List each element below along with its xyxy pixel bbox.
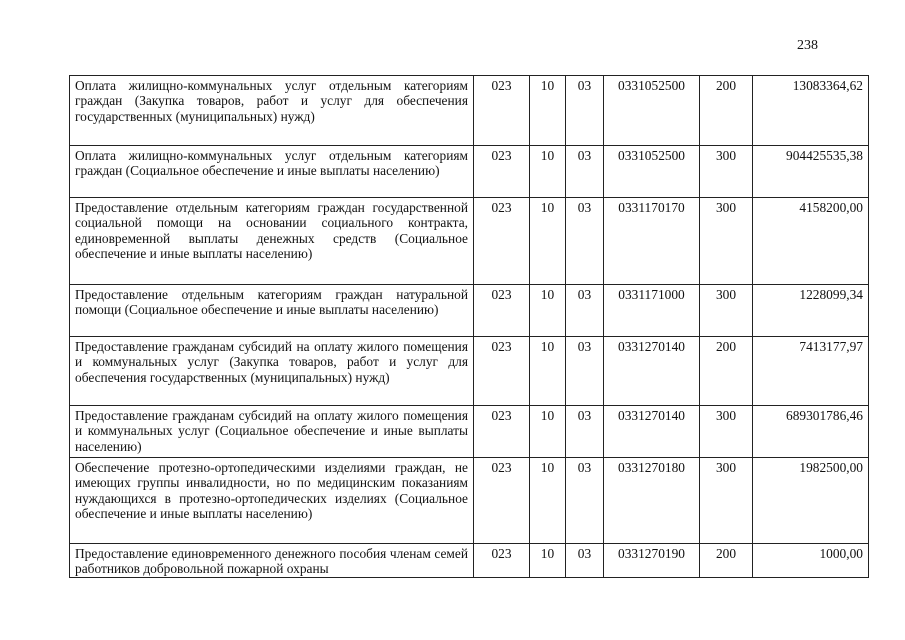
section-code: 10: [530, 337, 566, 406]
target-article-code: 0331170170: [604, 198, 700, 285]
row-description: Предоставление единовременного денежного пособия членам семей работников добровольной пожарной охраны: [70, 544, 474, 578]
row-description: Предоставление отдельным категориям граждан натуральной помощи (Социальное обеспечение и иные выплаты населению): [70, 285, 474, 337]
expense-type-code: 300: [700, 406, 753, 458]
amount: 904425535,38: [753, 146, 869, 198]
target-article-code: 0331052500: [604, 76, 700, 146]
row-description: Оплата жилищно-коммунальных услуг отдельным категориям граждан (Закупка товаров, работ и услуг для обеспечения государственных (муниципальных) нужд): [70, 76, 474, 146]
expense-type-code: 200: [700, 337, 753, 406]
table-row: [70, 458, 869, 544]
section-code: 10: [530, 285, 566, 337]
ministry-code: 023: [474, 198, 530, 285]
table-row: [70, 544, 869, 578]
ministry-code: 023: [474, 146, 530, 198]
section-code: 10: [530, 146, 566, 198]
page-number: 238: [797, 38, 818, 53]
expense-type-code: 300: [700, 458, 753, 544]
ministry-code: 023: [474, 458, 530, 544]
target-article-code: 0331052500: [604, 146, 700, 198]
target-article-code: 0331270140: [604, 406, 700, 458]
expense-type-code: 300: [700, 198, 753, 285]
subsection-code: 03: [566, 285, 604, 337]
budget-table: [69, 75, 869, 578]
subsection-code: 03: [566, 544, 604, 578]
target-article-code: 0331270190: [604, 544, 700, 578]
expense-type-code: 300: [700, 146, 753, 198]
subsection-code: 03: [566, 406, 604, 458]
table-row: [70, 198, 869, 285]
section-code: 10: [530, 406, 566, 458]
target-article-code: 0331270180: [604, 458, 700, 544]
row-description: Оплата жилищно-коммунальных услуг отдельным категориям граждан (Социальное обеспечение и иные выплаты населению): [70, 146, 474, 198]
target-article-code: 0331270140: [604, 337, 700, 406]
section-code: 10: [530, 458, 566, 544]
amount: 1000,00: [753, 544, 869, 578]
amount: 4158200,00: [753, 198, 869, 285]
ministry-code: 023: [474, 76, 530, 146]
amount: 1982500,00: [753, 458, 869, 544]
ministry-code: 023: [474, 285, 530, 337]
amount: 689301786,46: [753, 406, 869, 458]
row-description: Предоставление гражданам субсидий на оплату жилого помещения и коммунальных услуг (Закупка товаров, работ и услуг для обеспечения государственных (муниципальных) нужд): [70, 337, 474, 406]
row-description: Предоставление отдельным категориям граждан государственной социальной помощи на основании социального контракта, единовременной выплаты денежных средств (Социальное обеспечение и иные выплаты населению): [70, 198, 474, 285]
target-article-code: 0331171000: [604, 285, 700, 337]
ministry-code: 023: [474, 406, 530, 458]
expense-type-code: 300: [700, 285, 753, 337]
table-row: [70, 146, 869, 198]
section-code: 10: [530, 76, 566, 146]
subsection-code: 03: [566, 146, 604, 198]
subsection-code: 03: [566, 337, 604, 406]
ministry-code: 023: [474, 544, 530, 578]
row-description: Предоставление гражданам субсидий на оплату жилого помещения и коммунальных услуг (Социальное обеспечение и иные выплаты населению): [70, 406, 474, 458]
amount: 1228099,34: [753, 285, 869, 337]
ministry-code: 023: [474, 337, 530, 406]
table-row: [70, 406, 869, 458]
row-description: Обеспечение протезно-ортопедическими изделиями граждан, не имеющих группы инвалидности, но по медицинским показаниям нуждающихся в протезно-ортопедических изделиях (Социальное обеспечение и иные выплаты населению): [70, 458, 474, 544]
expense-type-code: 200: [700, 76, 753, 146]
section-code: 10: [530, 198, 566, 285]
table-row: [70, 337, 869, 406]
table-row: [70, 76, 869, 146]
amount: 7413177,97: [753, 337, 869, 406]
subsection-code: 03: [566, 198, 604, 285]
table-row: [70, 285, 869, 337]
subsection-code: 03: [566, 76, 604, 146]
amount: 13083364,62: [753, 76, 869, 146]
subsection-code: 03: [566, 458, 604, 544]
section-code: 10: [530, 544, 566, 578]
expense-type-code: 200: [700, 544, 753, 578]
